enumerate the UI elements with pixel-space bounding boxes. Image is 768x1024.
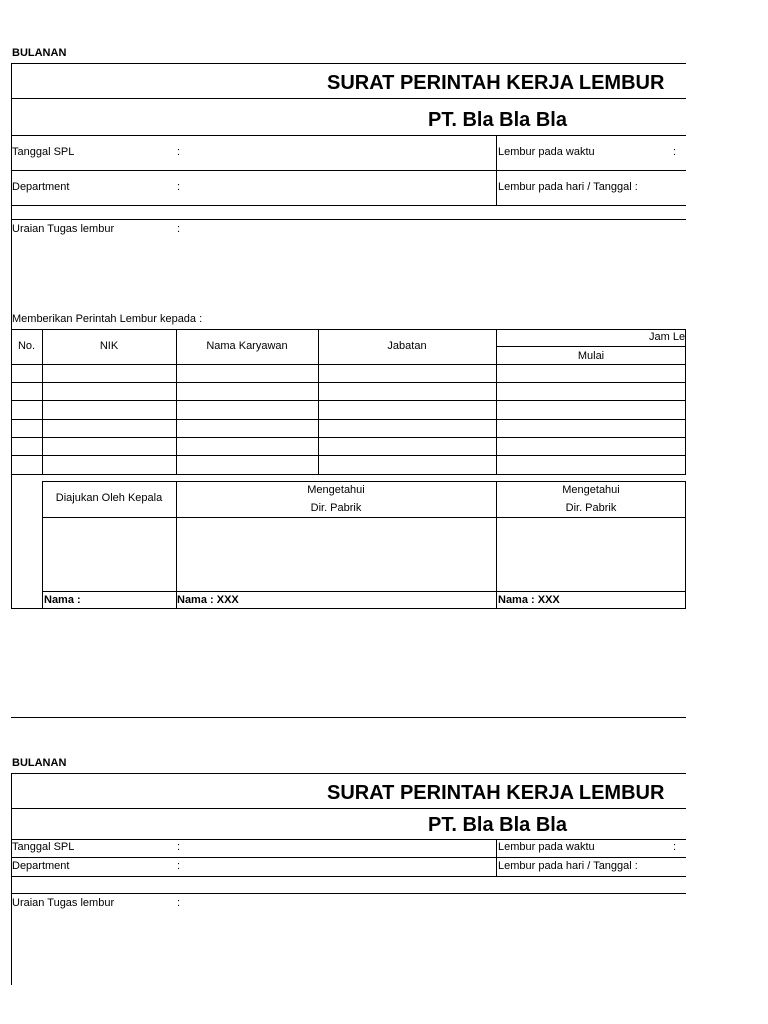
mengetahui-label: Mengetahui [562,484,620,496]
nama-label: Nama : XXX [177,594,239,606]
table-row[interactable] [11,401,686,418]
tanggal-spl-label: Tanggal SPL [12,841,75,853]
row-line [11,98,686,99]
colon: : [177,146,181,158]
sign-line [42,517,686,518]
lembur-hari-label: Lembur pada hari / Tanggal : [498,181,638,193]
table-row[interactable] [11,365,686,382]
page-separator [11,717,686,718]
period-label: BULANAN [12,757,67,769]
diajukan-label: Diajukan Oleh Kepala [55,492,163,504]
instruction-text: Memberikan Perintah Lembur kepada : [12,313,203,325]
table-line [685,329,686,475]
row-line [11,893,686,894]
tanggal-spl-label: Tanggal SPL [12,146,75,158]
sign-line [11,608,686,609]
row-line [11,808,686,809]
row-line [11,219,686,220]
row-line [11,857,686,858]
nama-label: Nama : [44,594,81,606]
colon: : [177,181,181,193]
frame-line [11,63,686,64]
col-header-mulai: Mulai [577,350,605,362]
colon: : [673,146,677,158]
company-name: PT. Bla Bla Bla [428,814,567,836]
dir-pabrik-label: Dir. Pabrik [565,502,617,514]
row-line [11,205,686,206]
colon: : [177,223,181,235]
mengetahui-label: Mengetahui [307,484,365,496]
sign-line [42,591,686,592]
col-header-no: No. [17,340,36,352]
col-header-jam: Jam Le [649,331,686,343]
period-label: BULANAN [12,47,67,59]
lembur-hari-label: Lembur pada hari / Tanggal : [498,860,638,872]
col-header-nik: NIK [99,340,119,352]
department-label: Department [12,181,70,193]
uraian-tugas-label: Uraian Tugas lembur [12,897,115,909]
table-row[interactable] [11,456,686,473]
frame-line [11,773,686,774]
table-line [11,474,686,475]
table-line [496,329,497,475]
colon: : [177,860,181,872]
table-row[interactable] [11,383,686,400]
form-title: SURAT PERINTAH KERJA LEMBUR [327,782,665,804]
column-line [496,135,497,206]
table-row[interactable] [11,420,686,437]
table-line [176,329,177,475]
column-line [496,839,497,877]
table-row[interactable] [11,438,686,455]
row-line [11,876,686,877]
company-name: PT. Bla Bla Bla [428,109,567,131]
row-line [11,135,686,136]
sign-line [42,481,686,482]
uraian-tugas-label: Uraian Tugas lembur [12,223,115,235]
row-line [11,170,686,171]
form-title: SURAT PERINTAH KERJA LEMBUR [327,72,665,94]
colon: : [673,841,677,853]
table-line [318,329,319,475]
table-line [496,346,686,347]
lembur-waktu-label: Lembur pada waktu [498,146,595,158]
department-label: Department [12,860,70,872]
table-line [42,329,43,475]
table-line [11,329,686,330]
colon: : [177,897,181,909]
col-header-nama: Nama Karyawan [206,340,288,352]
col-header-jabatan: Jabatan [387,340,427,352]
lembur-waktu-label: Lembur pada waktu [498,841,595,853]
frame-line [11,773,12,985]
colon: : [177,841,181,853]
dir-pabrik-label: Dir. Pabrik [310,502,362,514]
nama-label: Nama : XXX [498,594,560,606]
